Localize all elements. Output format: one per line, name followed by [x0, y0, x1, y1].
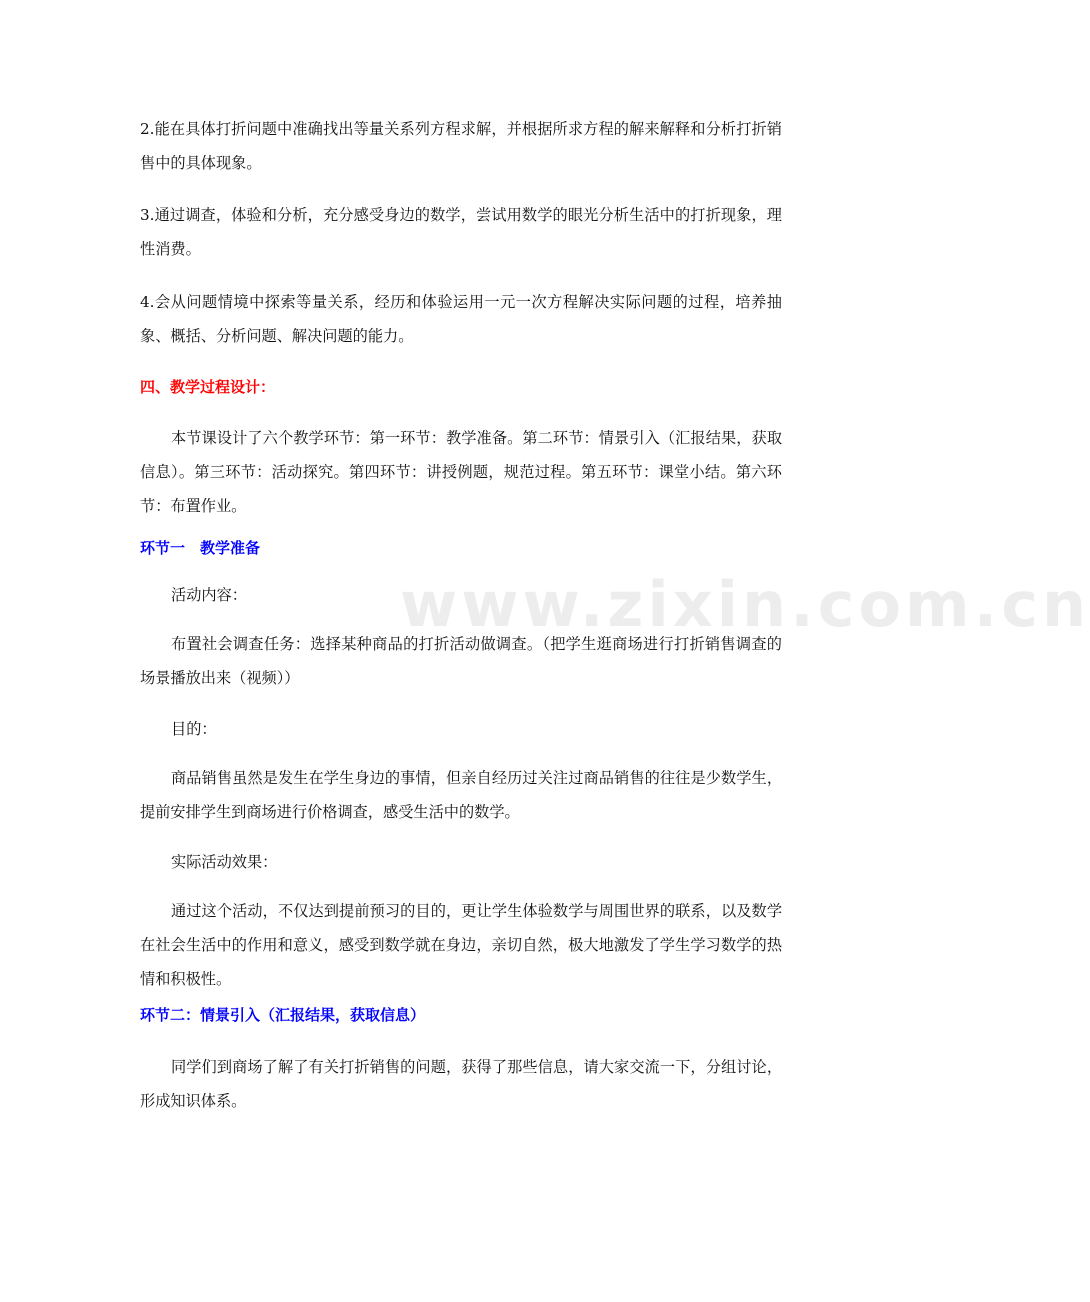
objective-3: 3.通过调查，体验和分析，充分感受身边的数学，尝试用数学的眼光分析生活中的打折现象，理性消费。 — [140, 206, 782, 258]
stage-1-purpose-paragraph: 商品销售虽然是发生在学生身边的事情，但亲自经历过关注过商品销售的往往是少数学生，提前安排学生到商场进行价格调查，感受生活中的数学。 — [140, 769, 782, 821]
section-intro-paragraph: 本节课设计了六个教学环节：第一环节：教学准备。第二环节：情景引入（汇报结果，获取信息）。第三环节：活动探究。第四环节：讲授例题，规范过程。第五环节：课堂小结。第六环节：布置作业。 — [140, 429, 782, 515]
watermark: www.zixin.com.cn — [400, 568, 1090, 641]
stage-1-effect-paragraph: 通过这个活动，不仅达到提前预习的目的，更让学生体验数学与周围世界的联系，以及数学在社会生活中的作用和意义，感受到数学就在身边，亲切自然，极大地激发了学生学习数学的热情和积极性。 — [140, 902, 782, 988]
stage-1-effect-label: 实际活动效果： — [171, 853, 278, 871]
stage-1-purpose-label: 目的： — [171, 720, 217, 738]
objective-2: 2.能在具体打折问题中准确找出等量关系列方程求解，并根据所求方程的解来解释和分析打折销售中的具体现象。 — [140, 120, 782, 172]
section-heading-teaching-process: 四、教学过程设计： — [140, 378, 276, 396]
stage-1-heading: 环节一 教学准备 — [140, 539, 261, 557]
objective-4: 4.会从问题情境中探索等量关系，经历和体验运用一元一次方程解决实际问题的过程，培养抽象、概括、分析问题、解决问题的能力。 — [140, 293, 782, 345]
stage-2-heading: 环节二：情景引入（汇报结果，获取信息） — [140, 1006, 426, 1024]
stage-1-content-label: 活动内容： — [171, 586, 247, 604]
stage-1-content-paragraph: 布置社会调查任务：选择某种商品的打折活动做调查。（把学生逛商场进行打折销售调查的场景播放出来（视频）） — [140, 635, 782, 687]
stage-2-content-paragraph: 同学们到商场了解了有关打折销售的问题，获得了那些信息，请大家交流一下，分组讨论，形成知识体系。 — [140, 1058, 782, 1110]
